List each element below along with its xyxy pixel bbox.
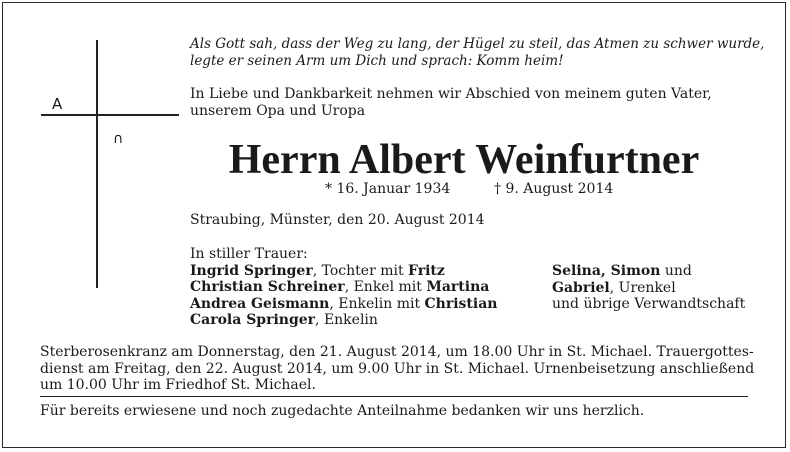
mourner-line: [552, 280, 745, 297]
mourner-relation: und übrige Verwandtschaft: [552, 296, 746, 312]
thanks-line: Für bereits erwiesene und noch zugedachte Anteilnahme bedanken wir uns herzlich.: [40, 403, 645, 419]
intro-line-2: unserem Opa und Uropa: [190, 102, 366, 119]
mourners-left: [190, 246, 497, 329]
death-date: † 9. August 2014: [494, 181, 614, 197]
intro-text: [190, 86, 712, 119]
deceased-name: Herrn Albert Weinfurtner: [228, 137, 700, 183]
omega-symbol-icon: ∩: [113, 131, 124, 147]
cross-vertical-bar: [96, 40, 98, 288]
mourners-right-list: [552, 263, 745, 313]
mourner-name: Fritz: [408, 262, 445, 279]
mourner-name: Ingrid Springer: [190, 262, 313, 279]
mourner-name: Andrea Geismann: [190, 295, 330, 312]
service-details: [40, 344, 754, 394]
mourner-relation: , Tochter mit: [312, 262, 409, 279]
mourner-name: Martina: [426, 279, 490, 295]
cross-horizontal-bar: [41, 114, 179, 116]
mourner-line: [552, 296, 745, 313]
mourners-left-list: [190, 263, 497, 329]
mourner-name: Selina, Simon: [552, 263, 661, 279]
mourner-relation: , Enkelin mit: [329, 295, 425, 312]
service-line-3: um 10.00 Uhr im Friedhof St. Michael.: [40, 377, 316, 393]
mourners-heading: In stiller Trauer:: [190, 246, 308, 262]
mourner-name: Gabriel: [552, 279, 610, 296]
divider-line: [40, 396, 748, 397]
service-line-2: dienst am Freitag, den 22. August 2014, um 9.00 Uhr in St. Michael. Urnenbeisetzung anschließend: [40, 360, 755, 377]
mourner-relation: , Enkelin: [315, 312, 378, 328]
mourner-name: Christian: [424, 295, 498, 312]
mourner-line: [552, 263, 745, 280]
mourner-name: Christian Schreiner: [190, 279, 345, 295]
place-and-date: Straubing, Münster, den 20. August 2014: [190, 212, 485, 228]
alpha-symbol-icon: A: [52, 95, 63, 113]
mourner-name: Carola Springer: [190, 312, 316, 328]
mourner-relation: , Enkel mit: [344, 279, 427, 295]
memorial-quote: [190, 36, 764, 69]
birth-date: * 16. Januar 1934: [325, 181, 451, 197]
mourner-line: [190, 312, 497, 329]
mourner-line: [190, 263, 497, 280]
quote-line-2: legte er seinen Arm um Dich und sprach: Komm heim!: [190, 52, 564, 69]
intro-line-1: In Liebe und Dankbarkeit nehmen wir Abschied von meinem guten Vater,: [190, 86, 712, 102]
mourner-line: [190, 296, 497, 313]
mourners-right: [552, 263, 745, 313]
quote-line-1: Als Gott sah, dass der Weg zu lang, der Hügel zu steil, das Atmen zu schwer wurde,: [190, 36, 765, 52]
mourner-line: [190, 279, 497, 296]
service-line-1: Sterberosenkranz am Donnerstag, den 21. August 2014, um 18.00 Uhr in St. Michael. Trauergottes-: [40, 344, 754, 360]
mourner-relation: und: [660, 263, 692, 279]
mourner-relation: , Urenkel: [609, 279, 676, 296]
